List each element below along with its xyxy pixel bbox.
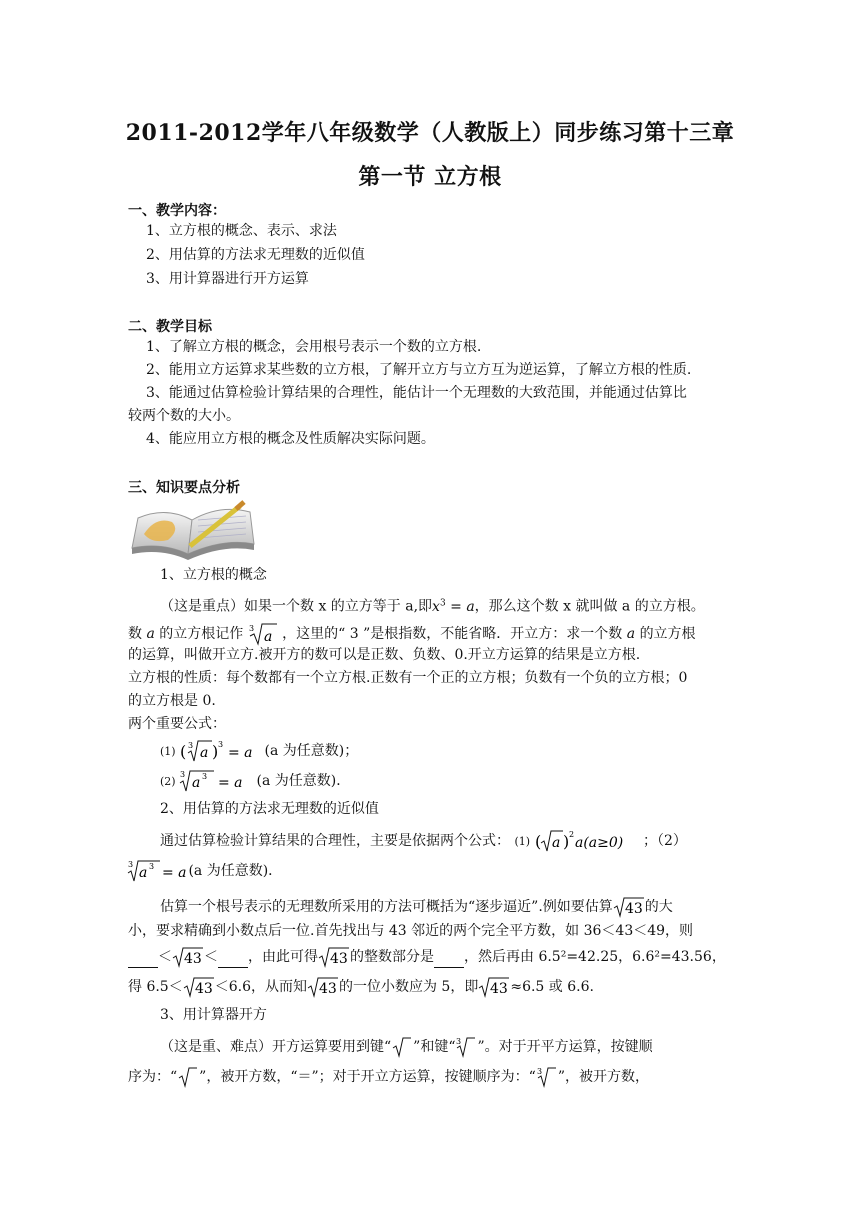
svg-text:43: 43	[194, 981, 213, 997]
open-book-illustration	[128, 496, 258, 562]
svg-text:3: 3	[218, 740, 224, 749]
formula-tag: (1)	[514, 835, 531, 848]
text-span: 通过估算检验计算结果的合理性，主要是依据两个公式：	[160, 833, 510, 849]
sqrt-43	[172, 946, 204, 968]
content-item-2: 2、用估算的方法求无理数的近似值	[146, 247, 365, 263]
text-span: 的一位小数应为 5，即	[338, 979, 479, 995]
svg-text:a: a	[139, 865, 148, 881]
svg-text:3: 3	[202, 772, 208, 781]
svg-text:a: a	[200, 745, 209, 761]
section-heading-goals: 二、教学目标	[128, 319, 212, 335]
text-span: ”，被开方数，“＝”；对于开立方运算，按键顺序为：“	[199, 1069, 536, 1085]
goal-item-1: 1、了解立方根的概念，会用根号表示一个数的立方根.	[146, 339, 482, 355]
formula-note: (a 为任意数)．	[256, 773, 351, 789]
analysis-p2-line-b	[128, 858, 282, 884]
formula-tag: (1)	[160, 745, 176, 758]
svg-text:= a: = a	[218, 775, 243, 791]
document-subtitle: 第一节 立方根	[358, 164, 502, 190]
text-span: ，然后再由 6.5²=42.25，6.6²=43.56，	[464, 949, 726, 965]
svg-text:3: 3	[248, 624, 254, 633]
sqrt-43	[613, 896, 645, 918]
cube-root-a-cubed	[128, 858, 187, 884]
svg-text:(: (	[534, 832, 541, 851]
svg-text:3: 3	[149, 862, 155, 871]
sqrt-43	[183, 976, 215, 998]
svg-text:43: 43	[318, 981, 337, 997]
formula-note: (a 为任意数)．	[188, 863, 283, 879]
sqrt-43	[307, 976, 339, 998]
svg-text:3: 3	[536, 1067, 542, 1076]
formula-note: (a 为任意数)；	[264, 743, 359, 759]
answer-blank[interactable]	[434, 953, 464, 968]
svg-text:43: 43	[624, 901, 643, 917]
svg-text:a: a	[192, 775, 201, 791]
sqrt-43	[318, 946, 350, 968]
cube-root-key-icon	[455, 1036, 477, 1058]
goal-item-4: 4、能应用立方根的概念及性质解决实际问题。	[146, 431, 435, 447]
formula-2	[160, 768, 350, 794]
analysis-p3-title: 3、用计算器开方	[160, 1007, 267, 1023]
section-heading-content: 一、教学内容：	[128, 203, 226, 219]
math-a: a	[626, 626, 636, 642]
answer-blank[interactable]	[128, 953, 158, 968]
text-span: ，那么这个数 x 就叫做 a 的立方根。	[474, 598, 705, 615]
content-item-1: 1、立方根的概念、表示、求法	[146, 223, 337, 239]
text-span: （这是重、难点）开方运算要用到键“	[160, 1039, 392, 1055]
analysis-p1-line-a	[160, 594, 705, 616]
text-span: ＜	[204, 949, 218, 965]
document-title: 2011-2012学年八年级数学（人教版上）同步练习第十三章	[125, 120, 735, 146]
formula-1-math	[180, 738, 260, 764]
svg-text:a: a	[551, 835, 560, 851]
analysis-p3-line-a	[160, 1036, 653, 1060]
svg-text:= a: = a	[228, 745, 253, 761]
svg-text:(: (	[180, 742, 187, 761]
formula-2-math	[180, 768, 252, 794]
text-span: ，由此可得	[248, 949, 318, 965]
text-span: 的立方根	[639, 626, 696, 642]
analysis-p2-title: 2、用估算的方法求无理数的近似值	[160, 801, 379, 817]
text-span: ”。对于开平方运算，按键顺	[477, 1039, 653, 1055]
svg-text:): )	[562, 832, 569, 851]
goal-item-3: 3、能通过估算检验计算结果的合理性，能估计一个无理数的大致范围，并能通过估算比	[146, 385, 687, 401]
goal-item-2: 2、能用立方运算求某些数的立方根，了解开立方与立方互为逆运算，了解立方根的性质.	[146, 362, 692, 378]
text-span: ＜	[158, 949, 172, 965]
analysis-p1-line-e: 立方根的性质：每个数都有一个立方根.正数有一个正的立方根；负数有一个负的立方根；0	[128, 670, 688, 686]
answer-blank[interactable]	[218, 953, 248, 968]
analysis-p1-line-c	[128, 622, 696, 646]
text-span: 的立方根记作	[159, 626, 244, 642]
text-span: ＜6.6，从而知	[214, 979, 307, 995]
text-span: 估算一个根号表示的无理数所采用的方法可概括为“逐步逼近”.例如要估算	[160, 899, 613, 915]
sqrt-key-icon	[177, 1066, 199, 1088]
svg-text:43: 43	[184, 951, 202, 967]
text-span: ”，被开方数，	[557, 1069, 649, 1085]
text-span: 序为：“	[128, 1069, 178, 1085]
svg-text:3: 3	[456, 1037, 462, 1046]
text-span: ”和键“	[413, 1039, 456, 1055]
text-span: 的整数部分是	[350, 949, 434, 965]
analysis-p1-line-f: 的立方根是 0.	[128, 693, 216, 709]
analysis-p2-line-e	[128, 946, 726, 970]
formula-tag: (2)	[160, 775, 176, 788]
sqrt-key-icon	[391, 1036, 413, 1058]
analysis-p1-line-d: 的运算，叫做开立方.被开方的数可以是正数、负数、0.开立方运算的结果是立方根.	[128, 647, 641, 663]
svg-text:2: 2	[568, 830, 574, 839]
analysis-p3-line-b	[128, 1066, 649, 1090]
text-span: （这是重点）如果一个数 x 的立方等于 a,即	[160, 598, 433, 615]
text-span: 的大	[644, 899, 673, 915]
svg-text:3: 3	[128, 860, 134, 869]
svg-text:3: 3	[188, 741, 194, 750]
content-item-3: 3、用计算器进行开方运算	[146, 271, 309, 287]
svg-text:a: a	[263, 629, 273, 645]
cube-root-a	[248, 622, 278, 646]
sqrt-43	[478, 976, 510, 998]
analysis-p1-title: 1、立方根的概念	[160, 567, 267, 583]
svg-text:43: 43	[330, 951, 348, 967]
analysis-p2-line-f	[128, 976, 594, 1000]
sqrt-square-formula	[535, 828, 639, 854]
svg-text:3: 3	[180, 770, 186, 779]
svg-text:): )	[212, 742, 219, 761]
math-a: a	[146, 626, 155, 642]
analysis-p2-line-d: 小，要求精确到小数点后一位.首先找出与 43 邻近的两个完全平方数，如 36＜43＜49，则	[128, 923, 694, 939]
goal-item-3-cont: 较两个数的大小。	[128, 408, 240, 424]
section-heading-analysis: 三、知识要点分析	[128, 480, 240, 496]
text-span: 得 6.5＜	[128, 979, 183, 995]
formula-1	[160, 738, 358, 764]
analysis-p2-line-c	[160, 896, 673, 920]
text-span: ，这里的“ 3 ”是根指数，不能省略．开立方：求一个数	[282, 626, 623, 642]
svg-text:= a: = a	[162, 865, 187, 881]
cube-root-key-icon	[536, 1066, 558, 1088]
text-span: ；（2）	[642, 833, 687, 849]
text-span: 数	[128, 626, 142, 642]
analysis-p1-line-g: 两个重要公式：	[128, 716, 226, 732]
math-x-cubed: $x^3 = a$	[432, 598, 475, 615]
svg-text:43: 43	[490, 981, 509, 997]
text-span: ≈6.5 或 6.6.	[510, 979, 594, 995]
analysis-p2-line-a	[160, 828, 687, 854]
svg-text:a(a≥0): a(a≥0)	[574, 835, 623, 851]
